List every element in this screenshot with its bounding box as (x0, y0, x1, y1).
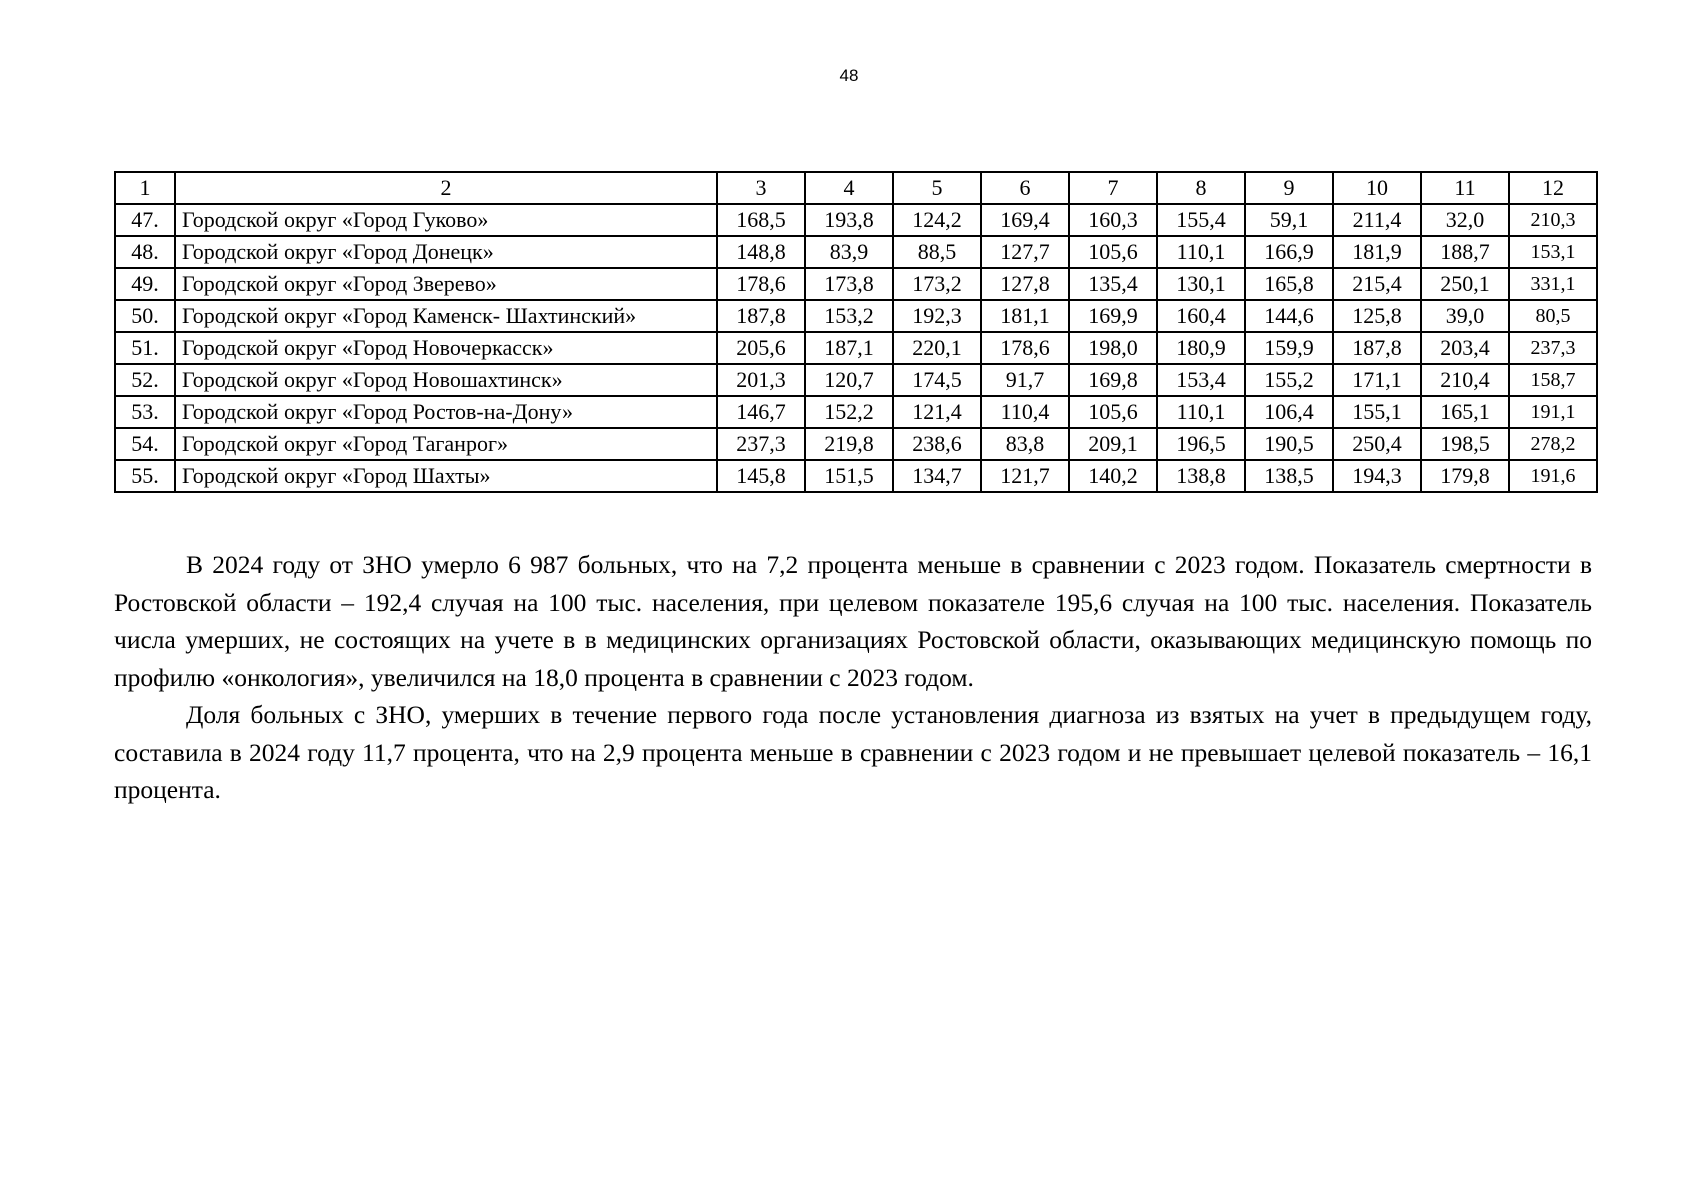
value-cell: 180,9 (1157, 332, 1245, 364)
row-number-cell: 52. (115, 364, 175, 396)
value-cell: 135,4 (1069, 268, 1157, 300)
value-cell: 215,4 (1333, 268, 1421, 300)
value-cell: 166,9 (1245, 236, 1333, 268)
value-cell: 148,8 (717, 236, 805, 268)
header-cell: 8 (1157, 172, 1245, 204)
header-cell: 7 (1069, 172, 1157, 204)
value-cell: 124,2 (893, 204, 981, 236)
value-cell: 152,2 (805, 396, 893, 428)
value-cell: 198,5 (1421, 428, 1509, 460)
value-cell: 155,1 (1333, 396, 1421, 428)
value-cell: 203,4 (1421, 332, 1509, 364)
value-cell: 158,7 (1509, 364, 1597, 396)
row-number-cell: 48. (115, 236, 175, 268)
value-cell: 153,1 (1509, 236, 1597, 268)
value-cell: 140,2 (1069, 460, 1157, 492)
value-cell: 105,6 (1069, 236, 1157, 268)
value-cell: 138,5 (1245, 460, 1333, 492)
district-name-cell: Городской округ «Город Ростов-на-Дону» (175, 396, 717, 428)
value-cell: 205,6 (717, 332, 805, 364)
table-row (115, 300, 1597, 332)
table-row (115, 364, 1597, 396)
value-cell: 155,2 (1245, 364, 1333, 396)
value-cell: 110,4 (981, 396, 1069, 428)
value-cell: 88,5 (893, 236, 981, 268)
table-row (115, 396, 1597, 428)
value-cell: 174,5 (893, 364, 981, 396)
value-cell: 187,1 (805, 332, 893, 364)
value-cell: 125,8 (1333, 300, 1421, 332)
header-cell: 10 (1333, 172, 1421, 204)
table-row (115, 428, 1597, 460)
value-cell: 169,9 (1069, 300, 1157, 332)
header-cell: 11 (1421, 172, 1509, 204)
value-cell: 127,7 (981, 236, 1069, 268)
value-cell: 153,4 (1157, 364, 1245, 396)
value-cell: 121,7 (981, 460, 1069, 492)
district-name-cell: Городской округ «Город Донецк» (175, 236, 717, 268)
header-cell: 2 (175, 172, 717, 204)
value-cell: 191,1 (1509, 396, 1597, 428)
row-number-cell: 50. (115, 300, 175, 332)
district-name-cell: Городской округ «Город Новошахтинск» (175, 364, 717, 396)
value-cell: 110,1 (1157, 236, 1245, 268)
value-cell: 220,1 (893, 332, 981, 364)
header-cell: 4 (805, 172, 893, 204)
statistics-table (114, 171, 1598, 493)
value-cell: 198,0 (1069, 332, 1157, 364)
paragraph-mortality: В 2024 году от ЗНО умерло 6 987 больных, что на 7,2 процента меньше в сравнении с 2023 годом. Показатель смертности в Ростовской области – 192,4 случая на 100 тыс. населения, при целевом показателе 195,6 случая на 100 тыс. населения. Показатель числа умерших, не состоящих на учете в в медицинских организациях Ростовской области, оказывающих медицинскую помощь по профилю «онкология», увеличился на 18,0 процента в сравнении с 2023 годом. (114, 550, 1592, 692)
value-cell: 194,3 (1333, 460, 1421, 492)
value-cell: 155,4 (1157, 204, 1245, 236)
header-cell: 6 (981, 172, 1069, 204)
value-cell: 169,8 (1069, 364, 1157, 396)
table-header-row (115, 172, 1597, 204)
table-body (115, 172, 1597, 492)
table-row (115, 236, 1597, 268)
value-cell: 209,1 (1069, 428, 1157, 460)
row-number-cell: 47. (115, 204, 175, 236)
district-name-cell: Городской округ «Город Гуково» (175, 204, 717, 236)
value-cell: 190,5 (1245, 428, 1333, 460)
header-cell: 5 (893, 172, 981, 204)
table-row (115, 332, 1597, 364)
value-cell: 138,8 (1157, 460, 1245, 492)
value-cell: 146,7 (717, 396, 805, 428)
value-cell: 105,6 (1069, 396, 1157, 428)
table-row (115, 460, 1597, 492)
value-cell: 187,8 (717, 300, 805, 332)
row-number-cell: 51. (115, 332, 175, 364)
value-cell: 238,6 (893, 428, 981, 460)
value-cell: 110,1 (1157, 396, 1245, 428)
value-cell: 211,4 (1333, 204, 1421, 236)
row-number-cell: 55. (115, 460, 175, 492)
value-cell: 91,7 (981, 364, 1069, 396)
value-cell: 160,3 (1069, 204, 1157, 236)
value-cell: 210,3 (1509, 204, 1597, 236)
value-cell: 39,0 (1421, 300, 1509, 332)
value-cell: 187,8 (1333, 332, 1421, 364)
paragraph-first-year-share: Доля больных с ЗНО, умерших в течение первого года после установления диагноза из взятых на учет в предыдущем году, составила в 2024 году 11,7 процента, что на 2,9 процента меньше в сравнении с 2023 годом и не превышает целевой показатель – 16,1 процента. (114, 700, 1592, 804)
value-cell: 130,1 (1157, 268, 1245, 300)
value-cell: 160,4 (1157, 300, 1245, 332)
header-cell: 12 (1509, 172, 1597, 204)
value-cell: 32,0 (1421, 204, 1509, 236)
value-cell: 83,9 (805, 236, 893, 268)
value-cell: 159,9 (1245, 332, 1333, 364)
value-cell: 181,1 (981, 300, 1069, 332)
value-cell: 120,7 (805, 364, 893, 396)
value-cell: 169,4 (981, 204, 1069, 236)
value-cell: 188,7 (1421, 236, 1509, 268)
value-cell: 153,2 (805, 300, 893, 332)
value-cell: 219,8 (805, 428, 893, 460)
district-name-cell: Городской округ «Город Шахты» (175, 460, 717, 492)
district-name-cell: Городской округ «Город Новочеркасск» (175, 332, 717, 364)
value-cell: 151,5 (805, 460, 893, 492)
value-cell: 106,4 (1245, 396, 1333, 428)
district-name-cell: Городской округ «Город Каменск- Шахтинский» (175, 300, 717, 332)
value-cell: 250,4 (1333, 428, 1421, 460)
value-cell: 331,1 (1509, 268, 1597, 300)
value-cell: 201,3 (717, 364, 805, 396)
value-cell: 171,1 (1333, 364, 1421, 396)
value-cell: 165,8 (1245, 268, 1333, 300)
value-cell: 144,6 (1245, 300, 1333, 332)
value-cell: 237,3 (1509, 332, 1597, 364)
value-cell: 59,1 (1245, 204, 1333, 236)
value-cell: 179,8 (1421, 460, 1509, 492)
value-cell: 173,2 (893, 268, 981, 300)
row-number-cell: 53. (115, 396, 175, 428)
header-cell: 9 (1245, 172, 1333, 204)
body-text (114, 546, 1592, 809)
header-cell: 1 (115, 172, 175, 204)
value-cell: 278,2 (1509, 428, 1597, 460)
value-cell: 250,1 (1421, 268, 1509, 300)
value-cell: 196,5 (1157, 428, 1245, 460)
value-cell: 193,8 (805, 204, 893, 236)
table-row (115, 268, 1597, 300)
page-number: 48 (839, 66, 859, 85)
table-row (115, 204, 1597, 236)
value-cell: 178,6 (717, 268, 805, 300)
value-cell: 181,9 (1333, 236, 1421, 268)
value-cell: 134,7 (893, 460, 981, 492)
value-cell: 127,8 (981, 268, 1069, 300)
row-number-cell: 49. (115, 268, 175, 300)
value-cell: 173,8 (805, 268, 893, 300)
value-cell: 210,4 (1421, 364, 1509, 396)
header-cell: 3 (717, 172, 805, 204)
row-number-cell: 54. (115, 428, 175, 460)
district-name-cell: Городской округ «Город Зверево» (175, 268, 717, 300)
value-cell: 237,3 (717, 428, 805, 460)
value-cell: 168,5 (717, 204, 805, 236)
value-cell: 145,8 (717, 460, 805, 492)
value-cell: 191,6 (1509, 460, 1597, 492)
value-cell: 83,8 (981, 428, 1069, 460)
value-cell: 178,6 (981, 332, 1069, 364)
value-cell: 192,3 (893, 300, 981, 332)
value-cell: 80,5 (1509, 300, 1597, 332)
value-cell: 121,4 (893, 396, 981, 428)
value-cell: 165,1 (1421, 396, 1509, 428)
district-name-cell: Городской округ «Город Таганрог» (175, 428, 717, 460)
